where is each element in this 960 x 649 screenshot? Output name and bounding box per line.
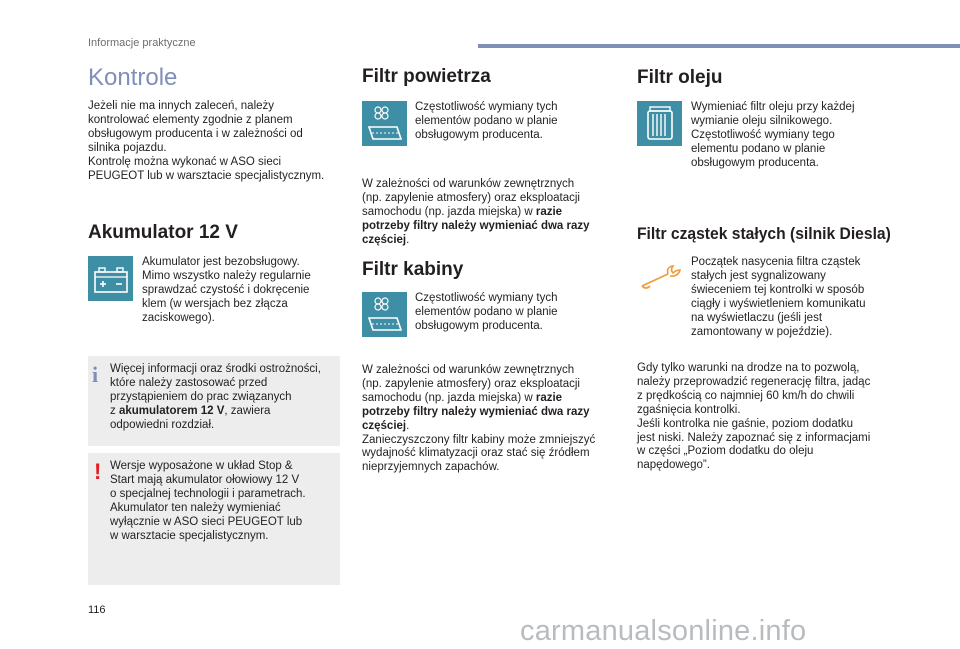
cabin-filter-icon: [362, 292, 407, 337]
info-text: Więcej informacji oraz środki ostrożności, które należy zastosować przed przystąpieniem do prac związanych z akumulatorem 12 V, zawiera odpowiedni rozdział.: [110, 363, 321, 431]
cabin-filter-body: W zależności od warunków zewnętrznych (np. zapylenie atmosfery) oraz eksploatacji samochodu (np. jazda miejska) w razie potrzeby filtry należy wymieniać dwa razy częściej. Zanieczyszczony filtr kabiny może zmniejszyć wydajność klimatyzacji oraz stać się źródłem nieprzyjemnych zapachów.: [362, 364, 596, 474]
cabin-filter-icon-text: Częstotliwość wymiany tych elementów podano w planie obsługowym producenta.: [415, 292, 558, 332]
air-filter-body: W zależności od warunków zewnętrznych (np. zapylenie atmosfery) oraz eksploatacji samochodu (np. jazda miejska) w razie potrzeby filtry należy wymieniać dwa razy częściej.: [362, 178, 590, 246]
warning-text: Wersje wyposażone w układ Stop & Start mają akumulator ołowiowy 12 V o specjalnej technologii i parametrach. Akumulator ten należy wymieniać wyłącznie w ASO sieci PEUGEOT lub w warsztacie specjalistycznym.: [110, 460, 306, 542]
air-filter-heading: Filtr powietrza: [362, 66, 491, 87]
watermark: carmanualsonline.info: [520, 615, 807, 647]
battery-text: Akumulator jest bezobsługowy. Mimo wszystko należy regularnie sprawdzać czystość i dokręcenie klem (w wersjach bez złącza zaciskowego).: [142, 256, 311, 324]
warning-icon: !: [94, 459, 102, 484]
dpf-heading: Filtr cząstek stałych (silnik Diesla): [637, 224, 891, 243]
oil-filter-icon-text: Wymieniać filtr oleju przy każdej wymianie oleju silnikowego. Częstotliwość wymiany tego elementu podano w planie obsługowym producenta.: [691, 101, 855, 169]
air-filter-icon: [362, 101, 407, 146]
cabin-filter-heading: Filtr kabiny: [362, 259, 464, 280]
running-header: Informacje praktyczne: [88, 37, 196, 49]
dpf-warning-icon: [640, 262, 682, 292]
page-title: Kontrole: [88, 64, 178, 91]
info-icon: i: [92, 362, 99, 387]
oil-filter-icon: [637, 101, 682, 146]
intro-text: Jeżeli nie ma innych zaleceń, należy kontrolować elementy zgodnie z planem obsługowym producenta i w zależności od silnika pojazdu. Kontrolę można wykonać w ASO sieci PEUGEOT lub w warsztacie specjalistycznym.: [88, 100, 325, 182]
dpf-icon-text: Początek nasycenia filtra cząstek stałych jest sygnalizowany świeceniem tej kontrolki w sposób ciągły i wyświetleniem komunikatu na wyświetlaczu (jeśli jest zamontowany w pojeździe).: [691, 256, 866, 338]
battery-icon: [88, 256, 133, 301]
air-filter-icon-text: Częstotliwość wymiany tych elementów podano w planie obsługowym producenta.: [415, 101, 558, 141]
oil-filter-heading: Filtr oleju: [637, 67, 723, 88]
header-bar: [478, 44, 960, 48]
dpf-body: Gdy tylko warunki na drodze na to pozwolą, należy przeprowadzić regenerację filtra, jadąc z prędkością co najmniej 60 km/h do chwili zgaśnięcia kontrolki. Jeśli kontrolka nie gaśnie, poziom dodatku jest niski. Należy zapoznać się z informacjami w części „Poziom dodatku do oleju napędowego”.: [637, 362, 871, 472]
page-number: 116: [88, 604, 106, 616]
battery-heading: Akumulator 12 V: [88, 222, 238, 243]
